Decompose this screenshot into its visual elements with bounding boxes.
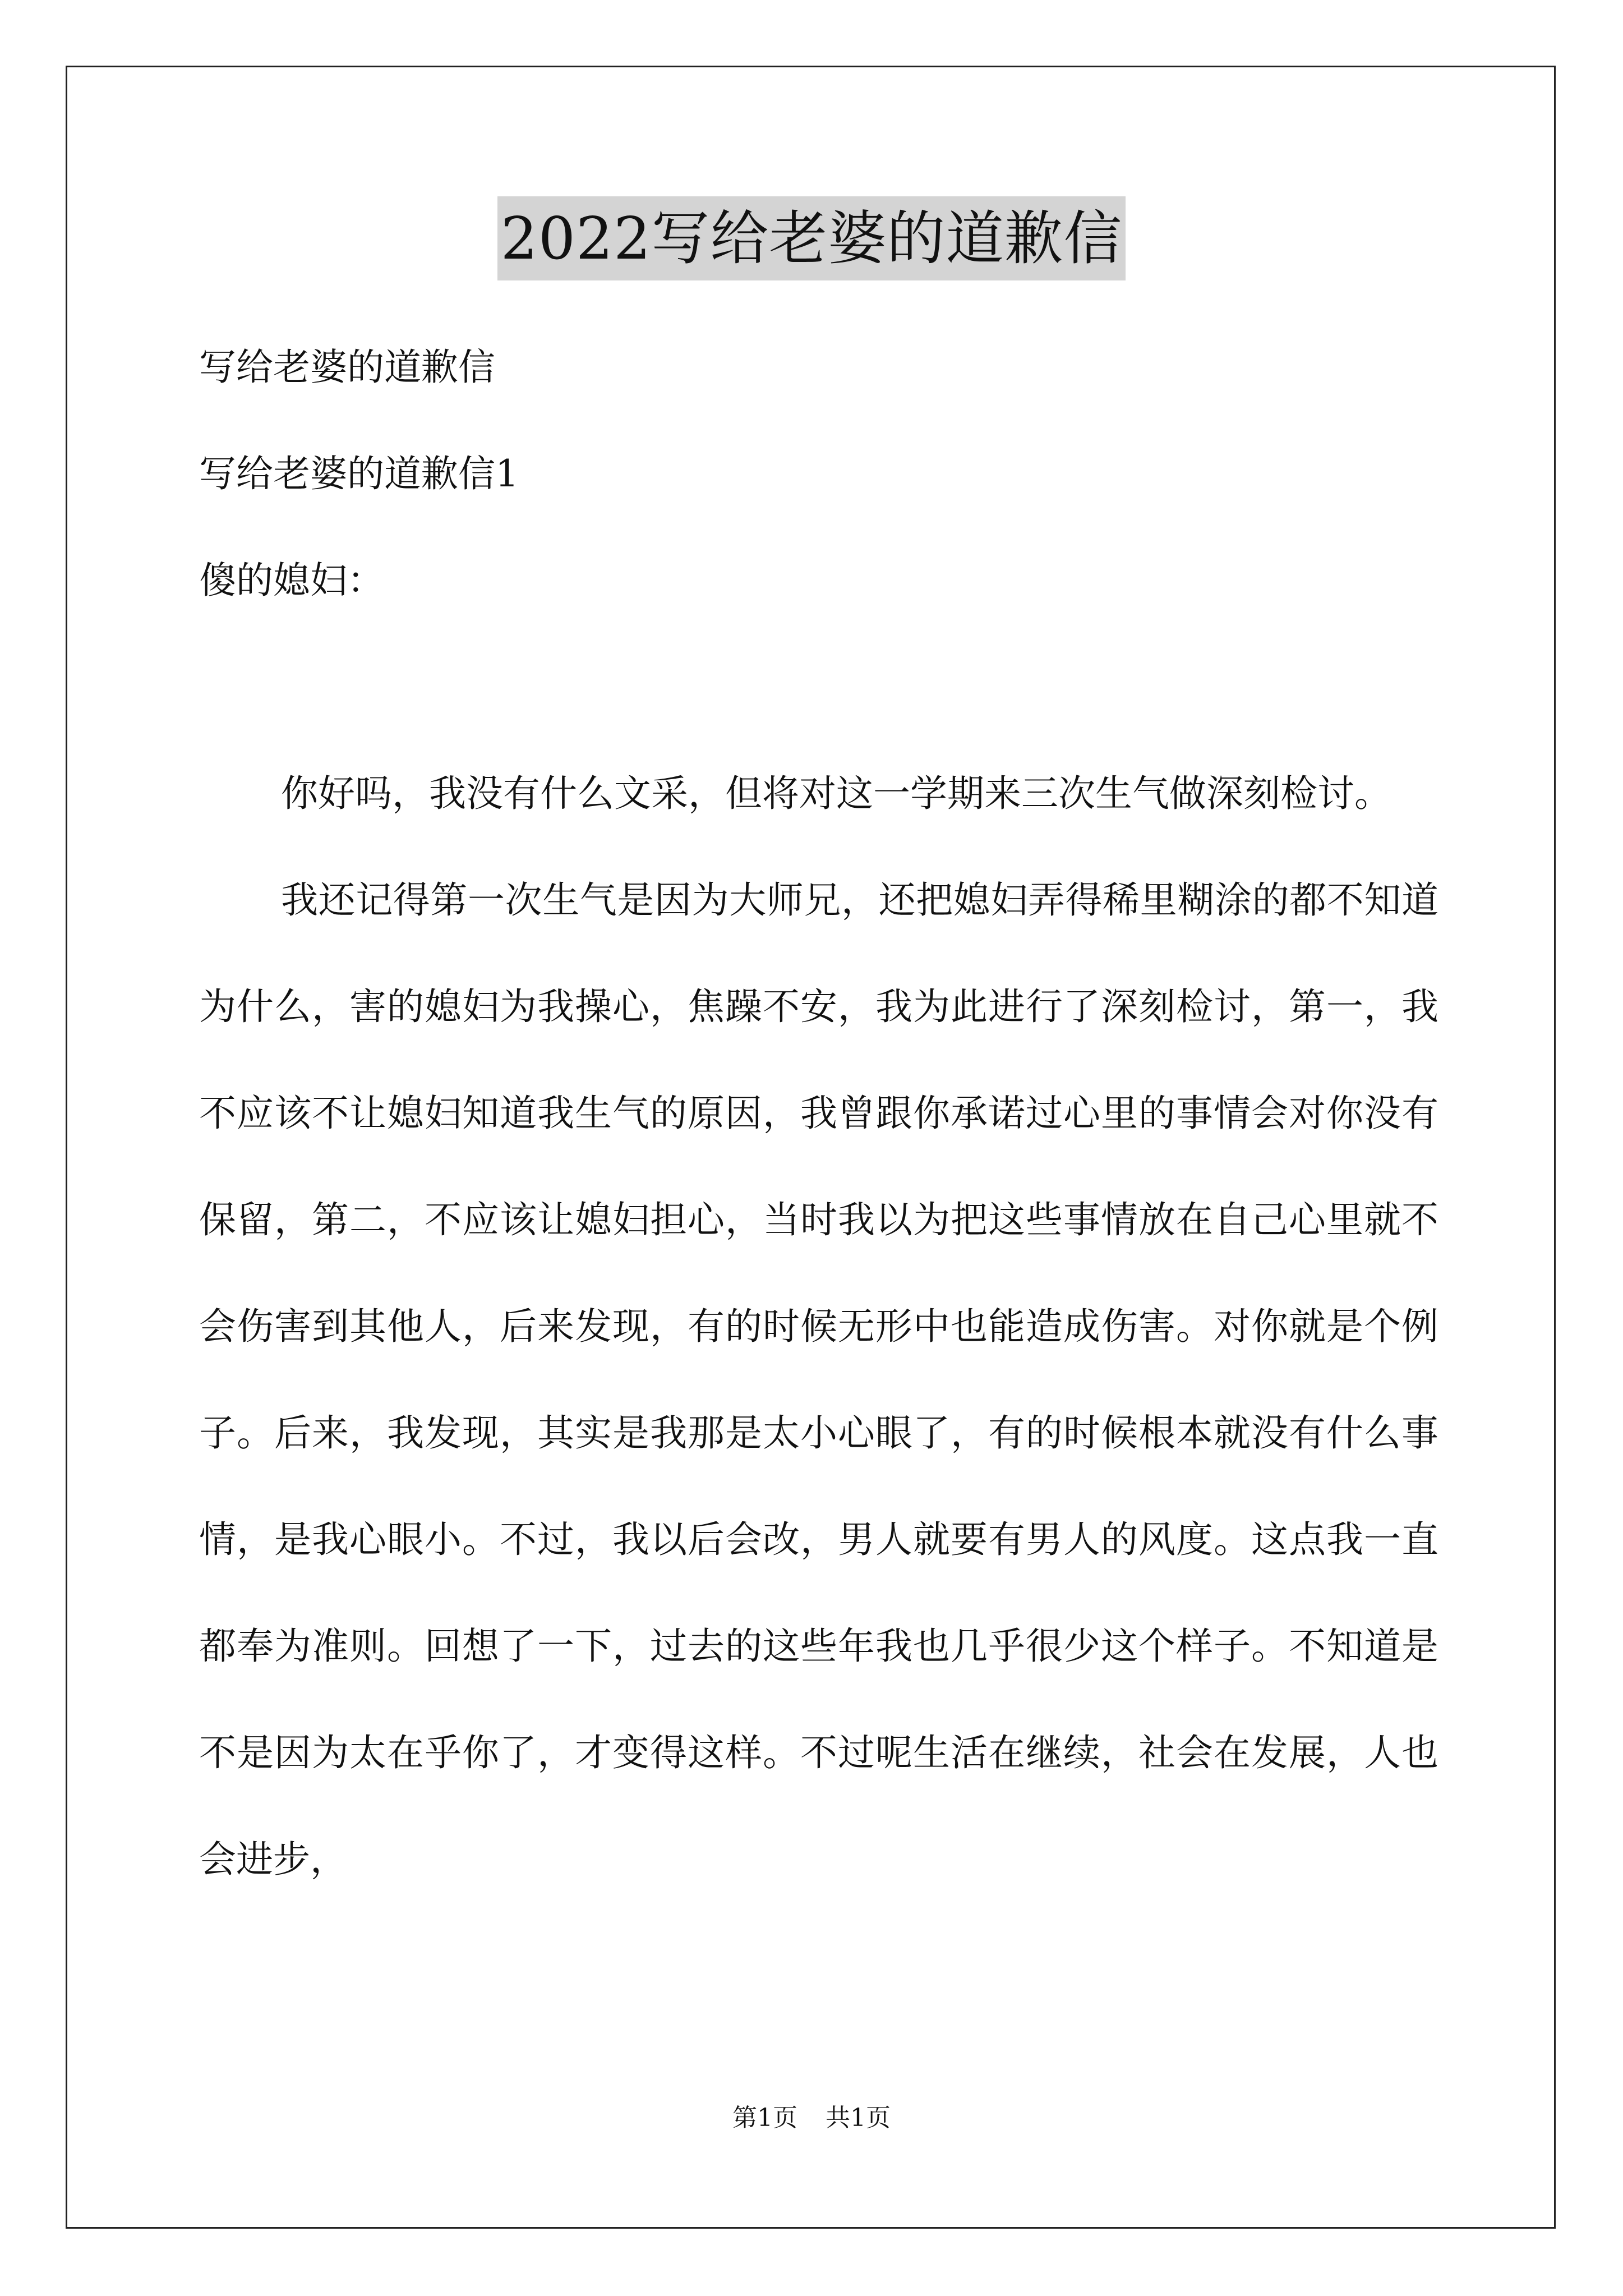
page-number-current: 第1页	[732, 2104, 797, 2132]
title-container	[0, 196, 1623, 280]
page-number-total: 共1页	[826, 2104, 891, 2132]
heading-line-numbered: 写给老婆的道歉信1	[199, 452, 519, 495]
document-title: 2022写给老婆的道歉信	[497, 196, 1126, 280]
document-body	[199, 314, 1438, 1913]
paragraph-intro: 你好吗，我没有什么文采，但将对这一学期来三次生气做深刻检讨。	[281, 772, 1391, 815]
page-footer	[0, 2101, 1623, 2135]
blank-line	[199, 634, 1438, 740]
heading-line: 写给老婆的道歉信	[199, 346, 495, 389]
salutation: 傻的媳妇：	[199, 559, 384, 602]
paragraph-main: 我还记得第一次生气是因为大师兄，还把媳妇弄得稀里糊涂的都不知道为什么，害的媳妇为我操心，焦躁不安，我为此进行了深刻检讨，第一，我不应该不让媳妇知道我生气的原因，我曾跟你承诺过心里的事情会对你没有保留，第二，不应该让媳妇担心，当时我以为把这些事情放在自己心里就不会伤害到其他人，后来发现，有的时候无形中也能造成伤害。对你就是个例子。后来，我发现，其实是我那是太小心眼了，有的时候根本就没有什么事情，是我心眼小。不过，我以后会改，男人就要有男人的风度。这点我一直都奉为准则。回想了一下，过去的这些年我也几乎很少这个样子。不知道是不是因为太在乎你了，才变得这样。不过呢生活在继续，社会在发展，人也会进步，	[199, 878, 1438, 1881]
